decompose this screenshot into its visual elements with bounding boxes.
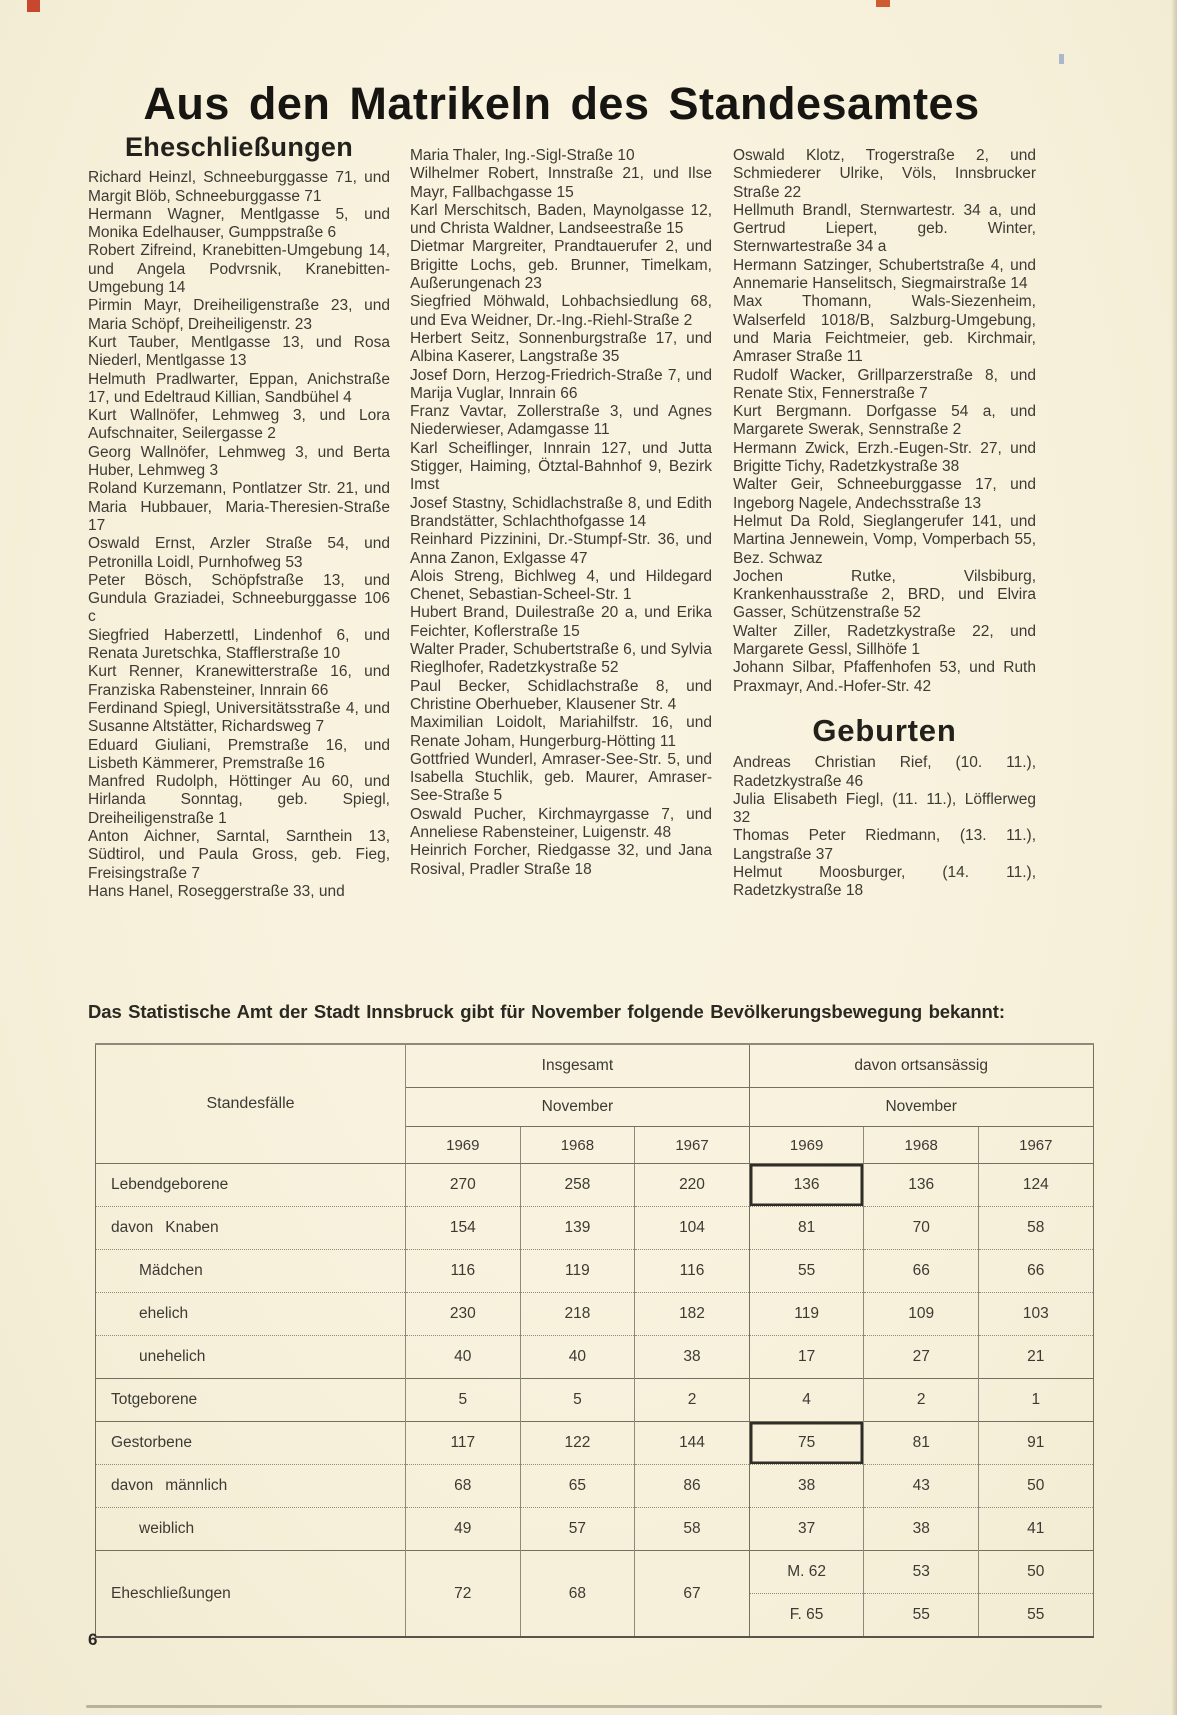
stats-value-cell: 50 [979, 1551, 1094, 1594]
registry-entry: Hellmuth Brandl, Sternwartestr. 34 a, und Gertrud Liepert, geb. Winter, Sternwartestraße 34 a [733, 201, 1036, 256]
stats-row-label: Mädchen [96, 1250, 406, 1293]
registry-entry: Josef Stastny, Schidlachstraße 8, und Edith Brandstätter, Schlachthofgasse 14 [410, 494, 712, 530]
stats-value-cell: 182 [635, 1293, 750, 1336]
stats-row-label: weiblich [96, 1508, 406, 1551]
stats-value-cell: 43 [864, 1465, 979, 1508]
page-edge-shadow [1171, 0, 1177, 1715]
marriages-list-3 [733, 147, 1036, 696]
stats-value-cell: 5 [520, 1379, 635, 1422]
births-list [733, 754, 1036, 900]
stats-value-cell: 122 [520, 1422, 635, 1465]
stats-value-cell: 55 [864, 1594, 979, 1638]
registry-entry: Wilhelmer Robert, Innstraße 21, und Ilse Mayr, Fallbachgasse 15 [410, 165, 712, 201]
stats-value-cell: 124 [979, 1164, 1094, 1207]
registry-entry: Hermann Wagner, Mentlgasse 5, und Monika Edelhauser, Gumppstraße 6 [88, 205, 390, 242]
stats-value-cell: 139 [520, 1207, 635, 1250]
stats-value-cell: 27 [864, 1336, 979, 1379]
stats-value-cell: 38 [635, 1336, 750, 1379]
stats-value-cell: M. 62 [749, 1551, 864, 1594]
stats-value-cell: 49 [406, 1508, 521, 1551]
stats-value-cell: 65 [520, 1465, 635, 1508]
stats-value-cell: 58 [979, 1207, 1094, 1250]
stats-month-header: November [749, 1088, 1093, 1127]
stats-value-cell: 37 [749, 1508, 864, 1551]
stats-value-cell: 144 [635, 1422, 750, 1465]
stats-value-cell: 50 [979, 1465, 1094, 1508]
stats-row-label: davon Knaben [96, 1207, 406, 1250]
stats-value-cell: 75 [749, 1422, 864, 1465]
stats-year-header: 1969 [749, 1127, 864, 1164]
registry-entry: Andreas Christian Rief, (10. 11.), Radetzkystraße 46 [733, 754, 1036, 790]
stats-value-cell: 220 [635, 1164, 750, 1207]
stats-year-header: 1968 [520, 1127, 635, 1164]
stats-col-header: Standesfälle [96, 1044, 406, 1164]
stats-value-cell: 218 [520, 1293, 635, 1336]
registry-entry: Walter Geir, Schneeburggasse 17, und Ingeborg Nagele, Andechsstraße 13 [733, 476, 1036, 512]
stats-value-cell: 21 [979, 1336, 1094, 1379]
registry-entry: Maximilian Loidolt, Mariahilfstr. 16, und Renate Joham, Hungerburg-Hötting 11 [410, 714, 712, 750]
stats-intro: Das Statistische Amt der Stadt Innsbruck gibt für November folgende Bevölkerungsbewegung bekannt: [88, 1001, 1005, 1022]
stats-value-cell: 68 [406, 1465, 521, 1508]
marriages-column-1 [88, 132, 390, 901]
stats-value-cell: 70 [864, 1207, 979, 1250]
registry-entry: Siegfried Möhwald, Lohbachsiedlung 68, und Eva Weidner, Dr.-Ing.-Riehl-Straße 2 [410, 293, 712, 329]
stats-value-cell: 154 [406, 1207, 521, 1250]
registry-entry: Johann Silbar, Pfaffenhofen 53, und Ruth Praxmayr, And.-Hofer-Str. 42 [733, 659, 1036, 695]
stats-year-header: 1968 [864, 1127, 979, 1164]
registry-entry: Anton Aichner, Sarntal, Sarnthein 13, Südtirol, und Paula Gross, geb. Fieg, Freisingstraße 7 [88, 827, 390, 882]
stats-value-cell: 86 [635, 1465, 750, 1508]
stats-value-cell: 68 [520, 1551, 635, 1638]
registry-entry: Karl Scheiflinger, Innrain 127, und Jutta Stigger, Haiming, Ötztal-Bahnhof 9, Bezirk Imst [410, 439, 712, 494]
stats-row-label: Gestorbene [96, 1422, 406, 1465]
registry-entry: Robert Zifreind, Kranebitten-Umgebung 14, und Angela Podvrsnik, Kranebitten-Umgebung 14 [88, 242, 390, 297]
registry-entry: Oswald Pucher, Kirchmayrgasse 7, und Anneliese Rabensteiner, Luigenstr. 48 [410, 805, 712, 841]
registry-entry: Hermann Satzinger, Schubertstraße 4, und Annemarie Hanselitsch, Siegmairstraße 14 [733, 256, 1036, 293]
registry-entry: Peter Bösch, Schöpfstraße 13, und Gundula Graziadei, Schneeburggasse 106 c [88, 571, 390, 626]
registry-entry: Hans Hanel, Roseggerstraße 33, und [88, 882, 345, 900]
registry-entry: Josef Dorn, Herzog-Friedrich-Straße 7, und Marija Vuglar, Innrain 66 [410, 366, 712, 402]
registry-entry: Julia Elisabeth Fiegl, (11. 11.), Löfflerweg 32 [733, 790, 1036, 827]
registry-entry: Paul Becker, Schidlachstraße 8, und Christine Oberhueber, Klausener Str. 4 [410, 677, 712, 713]
registry-entry: Roland Kurzemann, Pontlatzer Str. 21, und Maria Hubbauer, Maria-Theresien-Straße 17 [88, 480, 390, 534]
stats-value-cell: 81 [749, 1207, 864, 1250]
registry-entry: Manfred Rudolph, Höttinger Au 60, und Hirlanda Sonntag, geb. Spiegl, Dreiheiligenstraße 1 [88, 773, 390, 827]
registry-entry: Siegfried Haberzettl, Lindenhof 6, und Renata Juretschka, Stafflerstraße 10 [88, 626, 390, 663]
print-mark-blue [1059, 54, 1064, 64]
stats-value-cell: 136 [749, 1164, 864, 1207]
page-edge-shadow [86, 1705, 1102, 1708]
stats-value-cell: 38 [749, 1465, 864, 1508]
registry-entry: Oswald Klotz, Trogerstraße 2, und Schmiederer Ulrike, Völs, Innsbrucker Straße 22 [733, 147, 1036, 201]
stats-value-cell: 109 [864, 1293, 979, 1336]
registry-entry: Ferdinand Spiegl, Universitätsstraße 4, und Susanne Altstätter, Richardsweg 7 [88, 699, 390, 736]
registry-entry: Hubert Brand, Duilestraße 20 a, und Erika Feichter, Koflerstraße 15 [410, 604, 712, 640]
registry-entry: Karl Merschitsch, Baden, Maynolgasse 12, und Christa Waldner, Landseestraße 15 [410, 201, 712, 238]
stats-value-cell: 53 [864, 1551, 979, 1594]
registry-entry: Reinhard Pizzinini, Dr.-Stumpf-Str. 36, und Anna Zanon, Exlgasse 47 [410, 531, 712, 567]
stats-value-cell: 55 [749, 1250, 864, 1293]
stats-value-cell: F. 65 [749, 1594, 864, 1638]
registry-entry: Kurt Tauber, Mentlgasse 13, und Rosa Niederl, Mentlgasse 13 [88, 333, 390, 370]
page-title: Aus den Matrikeln des Standesamtes [143, 78, 980, 129]
section-heading-eheschliessungen: Eheschließungen [124, 132, 354, 162]
stats-value-cell: 1 [979, 1379, 1094, 1422]
stats-value-cell: 119 [749, 1293, 864, 1336]
stats-value-cell: 230 [406, 1293, 521, 1336]
stats-value-cell: 116 [406, 1250, 521, 1293]
registry-entry: Dietmar Margreiter, Prandtauerufer 2, und Brigitte Lochs, geb. Brunner, Timelkam, Außerungenach 23 [410, 238, 712, 293]
stats-value-cell: 40 [520, 1336, 635, 1379]
marriages-list-1 [88, 169, 390, 901]
stats-group-header-insgesamt: Insgesamt [406, 1044, 750, 1088]
stats-value-cell: 104 [635, 1207, 750, 1250]
stats-month-header: November [406, 1088, 750, 1127]
stats-value-cell: 270 [406, 1164, 521, 1207]
stats-value-cell: 72 [406, 1551, 521, 1638]
stats-value-cell: 5 [406, 1379, 521, 1422]
marriages-column-2 [410, 147, 712, 879]
stats-value-cell: 40 [406, 1336, 521, 1379]
registry-entry: Oswald Ernst, Arzler Straße 54, und Petronilla Loidl, Purnhofweg 53 [88, 535, 390, 571]
stats-row-label: Eheschließungen [96, 1551, 406, 1638]
stats-value-cell: 117 [406, 1422, 521, 1465]
stats-year-header: 1967 [635, 1127, 750, 1164]
registry-entry: Jochen Rutke, Vilsbiburg, Krankenhausstraße 2, BRD, und Elvira Gasser, Schützenstraße 52 [733, 567, 1036, 622]
registry-entry: Thomas Peter Riedmann, (13. 11.), Langstraße 37 [733, 827, 1036, 863]
registry-entry: Georg Wallnöfer, Lehmweg 3, und Berta Huber, Lehmweg 3 [88, 443, 390, 480]
registry-entry: Helmut Da Rold, Sieglangerufer 141, und Martina Jennewein, Vomp, Vomperbach 55, Bez. Schwaz [733, 512, 1036, 567]
registry-entry: Hermann Zwick, Erzh.-Eugen-Str. 27, und Brigitte Tichy, Radetzkystraße 38 [733, 439, 1036, 476]
marriages-list-2 [410, 147, 712, 879]
stats-value-cell: 41 [979, 1508, 1094, 1551]
section-heading-geburten: Geburten [812, 712, 957, 748]
marriages-column-3 [733, 147, 1036, 901]
registry-entry: Max Thomann, Wals-Siezenheim, Walserfeld 1018/B, Salzburg-Umgebung, und Maria Feichtmeier, geb. Kirchmair, Amraser Straße 11 [733, 293, 1036, 366]
registry-entry: Kurt Wallnöfer, Lehmweg 3, und Lora Aufschnaiter, Seilergasse 2 [88, 407, 390, 443]
stats-row-label: Lebendgeborene [111, 1176, 229, 1193]
stats-value-cell: 17 [749, 1336, 864, 1379]
stats-row-label: davon männlich [96, 1465, 406, 1508]
registry-entry: Walter Ziller, Radetzkystraße 22, und Margarete Gessl, Sillhöfe 1 [733, 622, 1036, 659]
stats-row-label: unehelich [96, 1336, 406, 1379]
stats-value-cell: 136 [864, 1164, 979, 1207]
stats-value-cell: 67 [635, 1551, 750, 1638]
stats-row-label: Totgeborene [96, 1379, 406, 1422]
stats-value-cell: 91 [979, 1422, 1094, 1465]
registry-entry: Pirmin Mayr, Dreiheiligenstraße 23, und Maria Schöpf, Dreiheiligenstr. 23 [88, 297, 390, 333]
stats-value-cell: 58 [635, 1508, 750, 1551]
stats-year-header: 1969 [406, 1127, 521, 1164]
registry-entry: Heinrich Forcher, Riedgasse 32, und Jana Rosival, Pradler Straße 18 [410, 842, 712, 878]
registry-entry: Helmuth Pradlwarter, Eppan, Anichstraße 17, und Edeltraud Killian, Sandbühel 4 [88, 370, 390, 406]
registry-entry: Franz Vavtar, Zollerstraße 3, und Agnes Niederwieser, Adamgasse 11 [410, 403, 712, 439]
registry-entry: Helmut Moosburger, (14. 11.), Radetzkystraße 18 [733, 863, 1036, 900]
stats-year-header: 1967 [979, 1127, 1094, 1164]
registry-entry: Rudolf Wacker, Grillparzerstraße 8, und Renate Stix, Fennerstraße 7 [733, 366, 1036, 402]
registry-entry: Eduard Giuliani, Premstraße 16, und Lisbeth Kämmerer, Premstraße 16 [88, 736, 390, 772]
stats-row-label: ehelich [96, 1293, 406, 1336]
stats-value-cell: 38 [864, 1508, 979, 1551]
population-stats-table [95, 1043, 1094, 1638]
stats-value-cell: 119 [520, 1250, 635, 1293]
stats-value-cell: 66 [864, 1250, 979, 1293]
stats-value-cell: 258 [520, 1164, 635, 1207]
stats-value-cell: 55 [979, 1594, 1094, 1638]
registry-entry: Kurt Bergmann. Dorfgasse 54 a, und Margarete Swerak, Sennstraße 2 [733, 403, 1036, 439]
print-mark-red [876, 0, 890, 7]
registry-entry: Herbert Seitz, Sonnenburgstraße 17, und Albina Kaserer, Langstraße 35 [410, 329, 712, 366]
registry-entry: Alois Streng, Bichlweg 4, und Hildegard Chenet, Sebastian-Scheel-Str. 1 [410, 567, 712, 604]
print-mark-red [27, 0, 40, 12]
registry-entry: Richard Heinzl, Schneeburggasse 71, und Margit Blöb, Schneeburggasse 71 [88, 169, 390, 205]
stats-value-cell: 2 [635, 1379, 750, 1422]
stats-group-header-ortsansaessig: davon ortsansässig [749, 1044, 1093, 1088]
registry-entry: Walter Prader, Schubertstraße 6, und Sylvia Rieglhofer, Radetzkystraße 52 [410, 641, 712, 677]
stats-value-cell: 2 [864, 1379, 979, 1422]
stats-value-cell: 4 [749, 1379, 864, 1422]
registry-entry: Maria Thaler, Ing.-Sigl-Straße 10 [410, 147, 635, 164]
stats-value-cell: 81 [864, 1422, 979, 1465]
registry-entry: Gottfried Wunderl, Amraser-See-Str. 5, und Isabella Stuchlik, geb. Maurer, Amraser-See-Straße 5 [410, 750, 712, 805]
stats-value-cell: 66 [979, 1250, 1094, 1293]
registry-entry: Kurt Renner, Kranewitterstraße 16, und Franziska Rabensteiner, Innrain 66 [88, 663, 390, 699]
stats-value-cell: 57 [520, 1508, 635, 1551]
stats-value-cell: 116 [635, 1250, 750, 1293]
page-number: 6 [88, 1630, 98, 1649]
stats-value-cell: 103 [979, 1293, 1094, 1336]
